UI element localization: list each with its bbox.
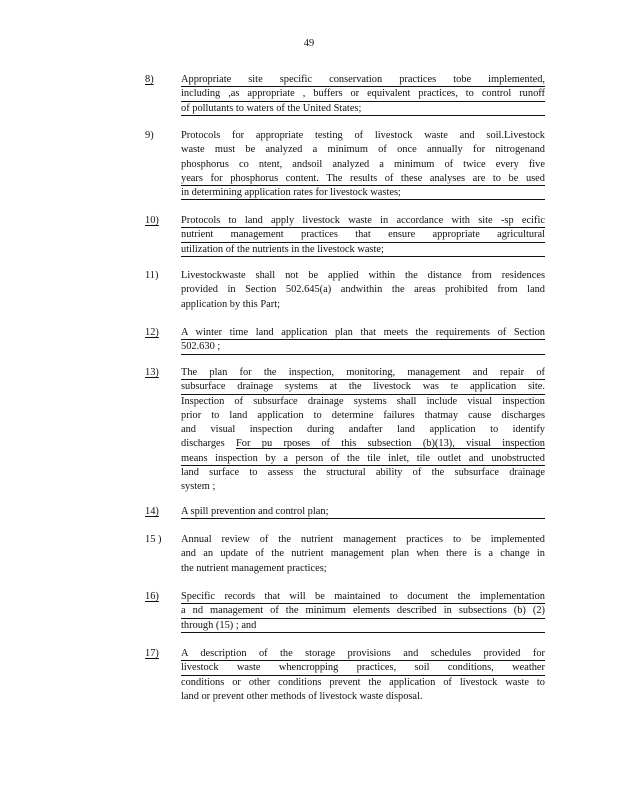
text-line: years for phosphorus content. The results of these analyses are to be used [181,172,545,186]
text-line: utilization of the nutrients in the livestock waste; [181,243,545,257]
text-line: conditions or other conditions prevent the application of livestock waste to [181,676,545,688]
item-text [181,366,545,495]
text-line: and visual inspection during andafter land application to identify [181,424,545,436]
item-text [181,590,545,633]
text-line: Specific records that will be maintained to document the implementation [181,590,545,604]
text-line: through (15) ; and [181,619,545,633]
text-line: waste must be analyzed a minimum of once annually for nitrogenand [181,144,545,156]
text-line: Protocols to land apply livestock waste in accordance with site -sp ecific [181,214,545,228]
text-line: of pollutants to waters of the United States; [181,102,545,116]
item-text [181,326,545,355]
item-text [181,647,545,704]
text-line: system ; [181,481,216,493]
text-line: livestock waste whencropping practices, soil conditions, weather [181,661,545,675]
item-number: 12) [145,327,159,338]
text-line: Appropriate site specific conservation practices tobe implemented, [181,73,545,87]
text-line: provided in Section 502.645(a) andwithin the areas prohibited from land [181,284,545,296]
text-line: phosphorus co ntent, andsoil analyzed a minimum of twice every five [181,158,545,170]
text-line: a nd management of the minimum elements described in subsections (b) (2) [181,604,545,618]
item-text [181,129,545,200]
item-number: 11) [145,270,159,281]
text-line: land surface to assess the structural ability of the subsurface drainage [181,467,545,479]
item-text [181,269,545,312]
text-line: application by this Part; [181,298,280,310]
text-line: including ,as appropriate , buffers or equivalent practices, to control runoff [181,87,545,101]
item-text [181,533,545,576]
text-line: Livestockwaste shall not be applied within the distance from residences [181,270,545,281]
item-text [181,505,545,519]
text-line: The plan for the inspection, monitoring, management and repair of [181,366,545,380]
text-line: Inspection of subsurface drainage systems shall include visual inspection [181,395,545,407]
text-line: A description of the storage provisions and schedules provided for [181,647,545,661]
item-number: 17) [145,648,159,659]
item-number: 13) [145,367,159,378]
item-number: 10) [145,215,159,226]
text-line: subsurface drainage systems at the livestock was te application site. [181,380,545,394]
text-line: A spill prevention and control plan; [181,505,545,519]
text-line: means inspection by a person of the tile inlet, tile outlet and unobstructed [181,452,545,466]
text-line: discharges For pu rposes of this subsection (b)(13), visual inspection [181,438,546,450]
text-line: Annual review of the nutrient management practices to be implemented [181,534,545,545]
text-line: land or prevent other methods of livestock waste disposal. [181,690,423,702]
item-number: 15 ) [145,534,162,545]
text-line: in determining application rates for livestock wastes; [181,186,545,200]
item-number: 14) [145,506,159,517]
page-number: 49 [303,38,315,49]
item-number: 9) [145,130,154,141]
item-number: 8) [145,74,154,85]
text-line: 502.630 ; [181,340,545,354]
text-line: Protocols for appropriate testing of livestock waste and soil.Livestock [181,130,545,141]
text-line: the nutrient management practices; [181,562,327,574]
text-line: A winter time land application plan that meets the requirements of Section [181,326,545,340]
text-line: nutrient management practices that ensure appropriate agricultural [181,228,545,242]
item-number: 16) [145,591,159,602]
item-text [181,73,545,116]
text-line: and an update of the nutrient management plan when there is a change in [181,548,545,560]
text-line: prior to land application to determine failures thatmay cause discharges [181,409,545,421]
item-text [181,214,545,257]
